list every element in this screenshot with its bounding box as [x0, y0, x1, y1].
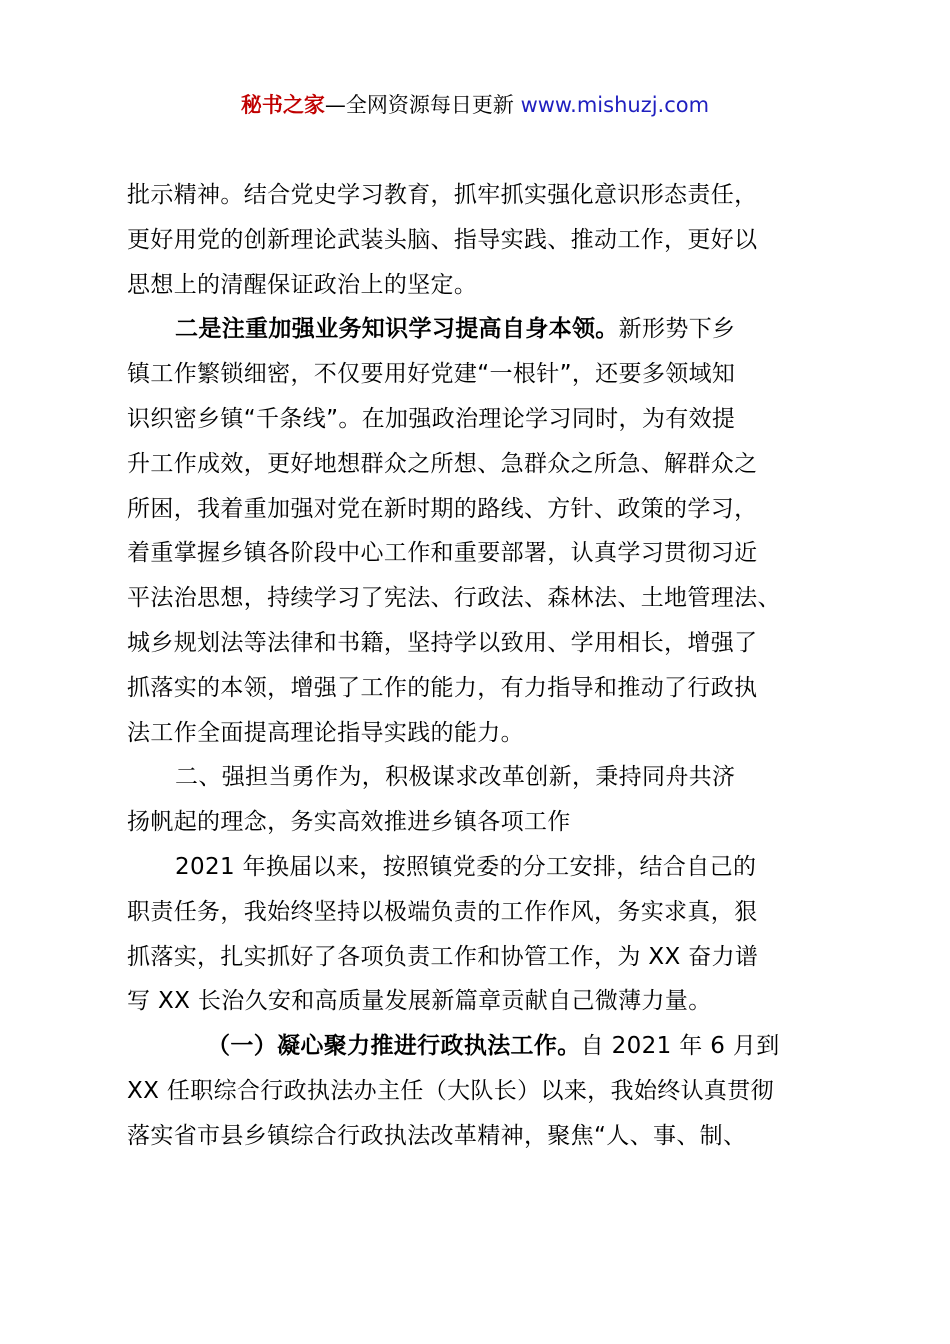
section-heading-line: 扬帆起的理念，务实高效推进乡镇各项工作 [127, 809, 571, 836]
subsection-heading-bold: （一）凝心聚力推进行政执法工作。 [207, 1033, 581, 1060]
paragraph-line: 升工作成效，更好地想群众之所想、急群众之所急、解群众之 [127, 450, 758, 477]
site-header [0, 88, 950, 122]
section-heading-line: 二、强担当勇作为，积极谋求改革创新，秉持同舟共济 [175, 764, 736, 791]
site-brand: 秘书之家 [240, 93, 325, 117]
paragraph-line: 抓落实的本领，增强了工作的能力，有力指导和推动了行政执 [127, 674, 758, 701]
paragraph-text: 新形势下乡 [618, 316, 736, 343]
paragraph-line: 更好用党的创新理论武装头脑、指导实践、推动工作，更好以 [127, 226, 758, 253]
paragraph-first-line: 2021 年换届以来，按照镇党委的分工安排，结合自己的 [175, 853, 757, 880]
paragraph-line: XX 任职综合行政执法办主任（大队长）以来，我始终认真贯彻 [127, 1077, 774, 1104]
paragraph-line: 法工作全面提高理论指导实践的能力。 [127, 719, 524, 746]
paragraph-line: 平法治思想，持续学习了宪法、行政法、森林法、土地管理法、 [127, 585, 781, 612]
paragraph-line: 识织密乡镇“千条线”。在加强政治理论学习同时，为有效提 [127, 405, 736, 432]
paragraph-line: 城乡规划法等法律和书籍，坚持学以致用、学用相长，增强了 [127, 629, 758, 656]
paragraph-line: 所困，我着重加强对党在新时期的路线、方针、政策的学习， [127, 495, 758, 522]
paragraph-first-line [127, 1024, 847, 1069]
paragraph-text: 自 2021 年 6 月到 [580, 1033, 780, 1060]
paragraph-line: 落实省市县乡镇综合行政执法改革精神，聚焦“人、事、制、 [127, 1122, 747, 1149]
document-body [127, 173, 847, 1159]
paragraph-line: 职责任务，我始终坚持以极端负责的工作作风，务实求真，狠 [127, 898, 758, 925]
site-tagline: —全网资源每日更新 [324, 93, 521, 117]
paragraph-line: 批示精神。结合党史学习教育，抓牢抓实强化意识形态责任， [127, 182, 758, 208]
paragraph-line: 镇工作繁锁细密，不仅要用好党建“一根针”，还要多领域知 [127, 361, 736, 388]
section-heading-bold: 二是注重加强业务知识学习提高自身本领。 [175, 316, 619, 343]
paragraph-first-line [127, 307, 847, 352]
paragraph-line: 思想上的清醒保证政治上的坚定。 [127, 271, 478, 298]
paragraph-line: 写 XX 长治久安和高质量发展新篇章贡献自己微薄力量。 [127, 988, 712, 1015]
paragraph-line: 着重掌握乡镇各阶段中心工作和重要部署，认真学习贯彻习近 [127, 540, 758, 567]
site-url-link[interactable]: www.mishuzj.com [520, 93, 710, 117]
paragraph-line: 抓落实，扎实抓好了各项负责工作和协管工作，为 XX 奋力谱 [127, 943, 759, 970]
